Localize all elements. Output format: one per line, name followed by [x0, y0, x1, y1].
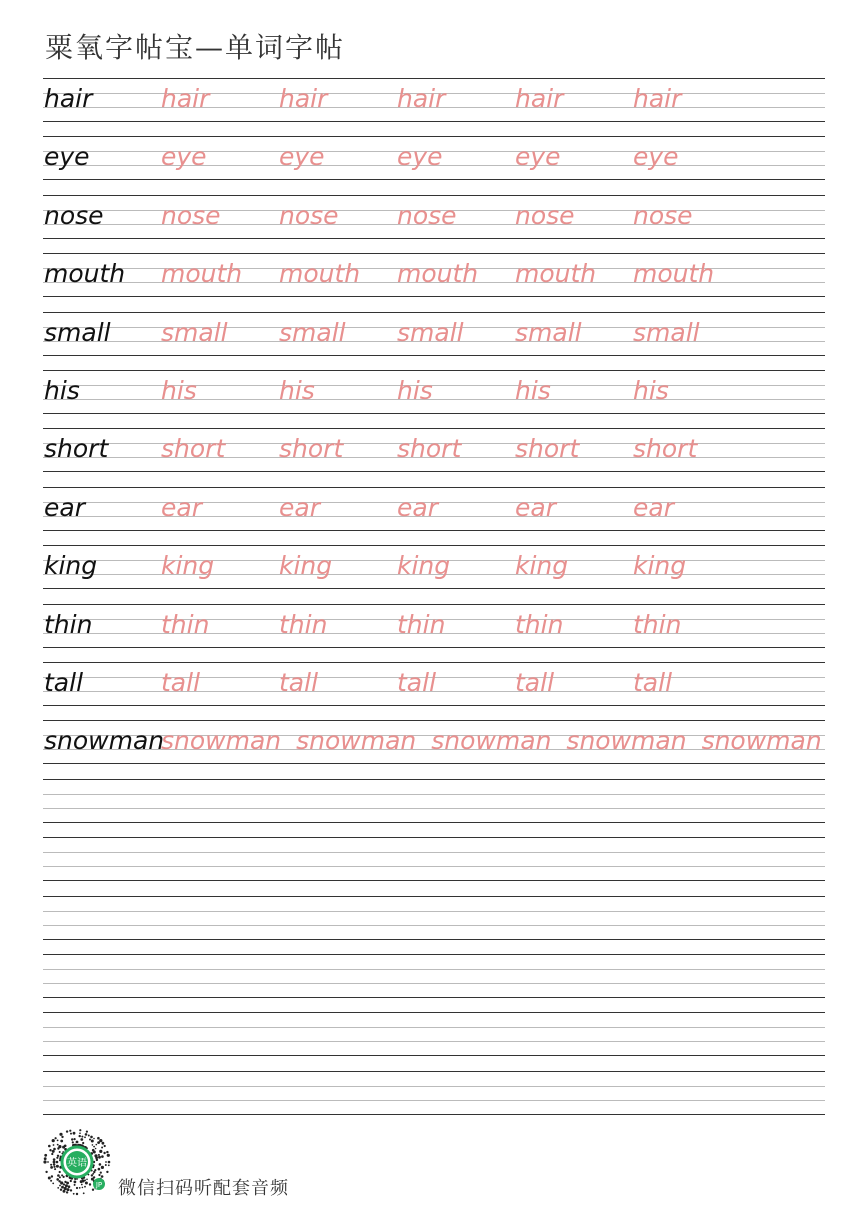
- trace-word: mouth: [279, 259, 361, 289]
- word-row: [43, 720, 825, 764]
- model-word: short: [44, 434, 109, 464]
- word-row: [43, 78, 825, 122]
- model-word: hair: [44, 84, 93, 113]
- trace-word: small: [633, 317, 700, 347]
- trace-word: small: [161, 317, 228, 347]
- trace-word: snowman: [566, 726, 687, 756]
- blank-writing-row: [43, 1012, 825, 1056]
- model-word: mouth: [44, 259, 126, 289]
- trace-word: short: [633, 434, 698, 464]
- trace-word: eye: [279, 142, 325, 172]
- trace-word: king: [279, 551, 333, 581]
- trace-word: snowman: [296, 726, 417, 756]
- trace-word: snowman: [161, 726, 282, 756]
- word-row: [43, 428, 825, 472]
- trace-word: hair: [161, 84, 210, 113]
- qr-corner-label: JP: [95, 1181, 103, 1189]
- trace-word: ear: [515, 492, 556, 522]
- model-word: thin: [44, 609, 93, 639]
- trace-word: thin: [279, 609, 328, 639]
- trace-word: king: [397, 551, 451, 581]
- model-word: tall: [44, 668, 84, 697]
- trace-word: his: [161, 376, 197, 405]
- trace-word: king: [515, 551, 569, 581]
- trace-word: mouth: [633, 259, 715, 289]
- trace-word: short: [397, 434, 462, 464]
- trace-word: his: [633, 376, 669, 405]
- trace-word: snowman: [431, 726, 552, 756]
- trace-word: mouth: [515, 259, 597, 289]
- word-row: [43, 312, 825, 356]
- trace-word: small: [279, 317, 346, 347]
- blank-writing-row: [43, 1071, 825, 1115]
- word-row: [43, 370, 825, 414]
- trace-word: tall: [161, 668, 201, 697]
- trace-word: mouth: [161, 259, 243, 289]
- trace-word: nose: [161, 200, 221, 230]
- word-row: [43, 253, 825, 297]
- trace-word: his: [515, 376, 551, 405]
- word-row: [43, 195, 825, 239]
- trace-word: hair: [279, 84, 328, 113]
- trace-word: ear: [279, 492, 320, 522]
- trace-word: eye: [633, 142, 679, 172]
- blank-writing-row: [43, 779, 825, 823]
- trace-word: his: [279, 376, 315, 405]
- trace-word: nose: [279, 200, 339, 230]
- blank-writing-row: [43, 954, 825, 998]
- trace-word: king: [161, 551, 215, 581]
- blank-writing-row: [43, 837, 825, 881]
- trace-word: short: [279, 434, 344, 464]
- trace-word: tall: [515, 668, 555, 697]
- trace-word: short: [161, 434, 226, 464]
- trace-word: ear: [161, 492, 202, 522]
- trace-word: small: [515, 317, 582, 347]
- word-row: [43, 662, 825, 706]
- model-word: nose: [44, 200, 104, 230]
- trace-word: short: [515, 434, 580, 464]
- model-word: small: [44, 317, 111, 347]
- footer-text: 微信扫码听配套音频: [118, 1178, 289, 1199]
- model-word: king: [44, 551, 98, 581]
- word-row: [43, 545, 825, 589]
- trace-word: hair: [633, 84, 682, 113]
- trace-word: thin: [161, 609, 210, 639]
- trace-word: tall: [633, 668, 673, 697]
- trace-word: mouth: [397, 259, 479, 289]
- trace-word: tall: [279, 668, 319, 697]
- model-word: ear: [44, 492, 85, 522]
- trace-word: hair: [515, 84, 564, 113]
- word-row: [43, 487, 825, 531]
- trace-word: nose: [515, 200, 575, 230]
- trace-word: nose: [633, 200, 693, 230]
- trace-word: hair: [397, 84, 446, 113]
- model-word: snowman: [44, 726, 165, 756]
- trace-word: king: [633, 551, 687, 581]
- trace-word: thin: [633, 609, 682, 639]
- model-word: his: [44, 376, 80, 405]
- qr-code-icon[interactable]: [43, 1128, 111, 1196]
- footer: [43, 1128, 343, 1198]
- trace-word: eye: [397, 142, 443, 172]
- trace-word: ear: [397, 492, 438, 522]
- trace-word: nose: [397, 200, 457, 230]
- trace-word: small: [397, 317, 464, 347]
- trace-word: thin: [515, 609, 564, 639]
- trace-word: tall: [397, 668, 437, 697]
- word-row: [43, 604, 825, 648]
- blank-writing-row: [43, 896, 825, 940]
- practice-grid: [43, 78, 825, 1118]
- trace-word: ear: [633, 492, 674, 522]
- model-word: eye: [44, 142, 90, 172]
- trace-word: thin: [397, 609, 446, 639]
- trace-word: his: [397, 376, 433, 405]
- page-title: 粟氧字帖宝—单词字帖: [45, 31, 346, 64]
- trace-word: snowman: [701, 726, 822, 756]
- word-row: [43, 136, 825, 180]
- trace-word: eye: [161, 142, 207, 172]
- qr-badge-label: 英语: [67, 1158, 87, 1169]
- trace-word: eye: [515, 142, 561, 172]
